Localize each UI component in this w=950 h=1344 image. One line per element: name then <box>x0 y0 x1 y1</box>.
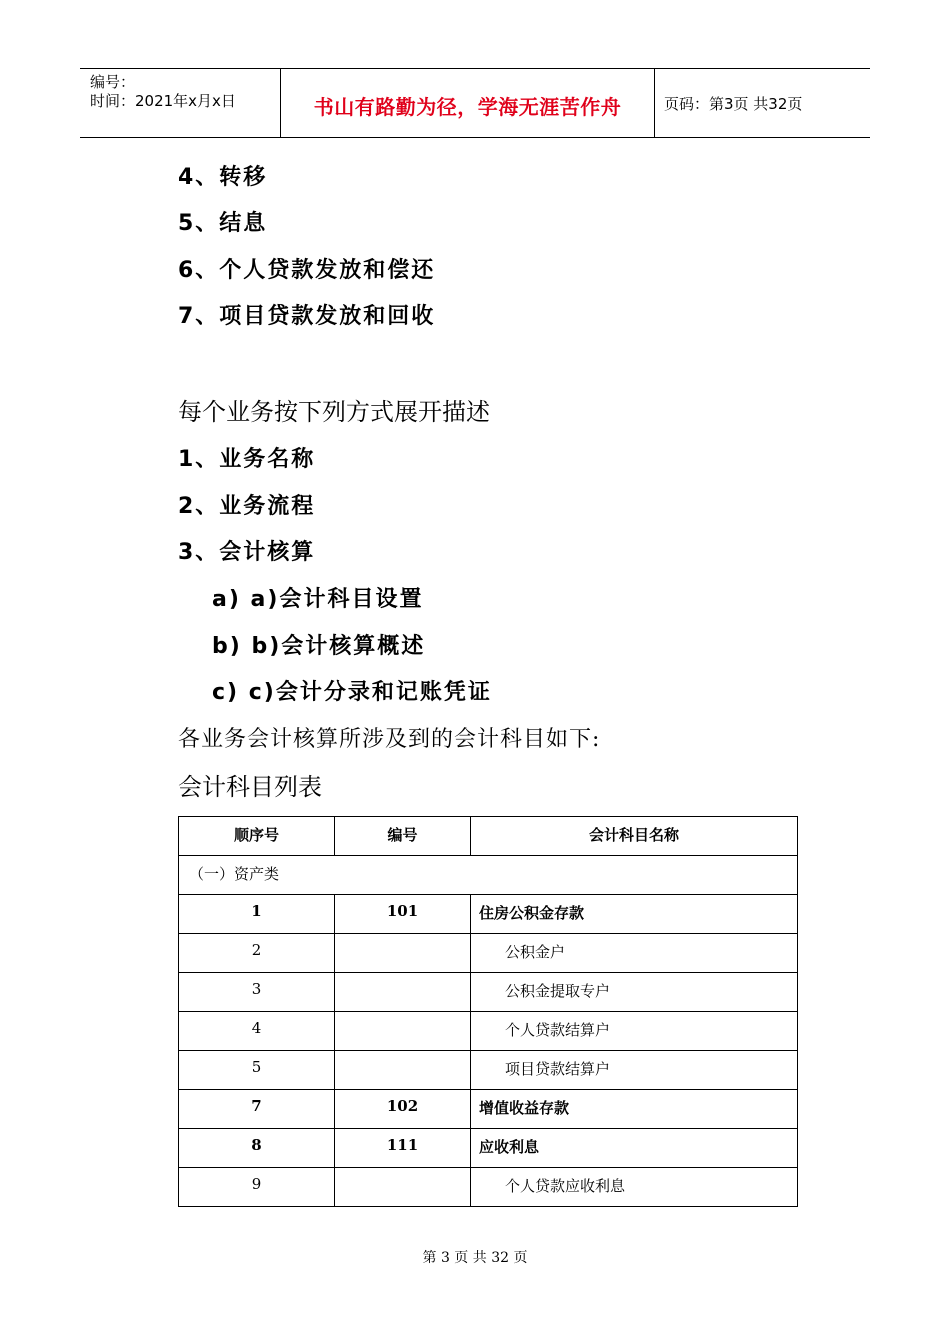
table-header-row <box>179 817 798 856</box>
list-item-accounting: 3、会计核算 <box>178 540 316 565</box>
table-row: 5 项目贷款结算户 <box>179 1051 798 1090</box>
list-item-transfer: 4、转移 <box>178 165 268 190</box>
table-row: 7 102 增值收益存款 <box>179 1090 798 1129</box>
sub-item-accounting-overview: b) b)会计核算概述 <box>212 634 426 659</box>
header-page-cell <box>654 69 870 137</box>
table-row: 4 个人贷款结算户 <box>179 1012 798 1051</box>
header-code: 编号 <box>335 817 471 856</box>
table-row: 2 公积金户 <box>179 934 798 973</box>
category-assets: （一）资产类 <box>179 856 798 895</box>
accounts-note: 各业务会计核算所涉及到的会计科目如下: <box>178 727 601 752</box>
list-item-personal-loan: 6、个人贷款发放和偿还 <box>178 258 436 283</box>
header-time-label: 时间：2021年x月x日 <box>90 92 236 110</box>
table-row: 9 个人贷款应收利息 <box>179 1168 798 1207</box>
intro-heading: 每个业务按下列方式展开描述 <box>178 398 490 426</box>
list-item-project-loan: 7、项目贷款发放和回收 <box>178 304 436 329</box>
table-row: 8 111 应收利息 <box>179 1129 798 1168</box>
sub-item-journal-entries: c) c)会计分录和记账凭证 <box>212 680 492 705</box>
header-motto: 书山有路勤为径，学海无涯苦作舟 <box>313 95 622 119</box>
list-item-interest: 5、结息 <box>178 211 268 236</box>
table-row: 3 公积金提取专户 <box>179 973 798 1012</box>
list-item-business-flow: 2、业务流程 <box>178 494 316 519</box>
table-row: 1 101 住房公积金存款 <box>179 895 798 934</box>
header-motto-cell <box>280 69 655 137</box>
accounts-table <box>178 816 798 1207</box>
header-meta <box>80 69 280 137</box>
header-account-name: 会计科目名称 <box>471 817 798 856</box>
table-category-row <box>179 856 798 895</box>
sub-item-account-setup: a) a)会计科目设置 <box>212 587 424 612</box>
header-seq: 顺序号 <box>179 817 335 856</box>
list-item-business-name: 1、业务名称 <box>178 447 316 472</box>
table-title: 会计科目列表 <box>178 773 322 801</box>
page-header <box>80 68 870 138</box>
header-number-label: 编号： <box>90 73 136 91</box>
page-footer: 第 3 页 共 32 页 <box>422 1250 528 1266</box>
header-page-info: 页码：第3页 共32页 <box>664 95 803 113</box>
